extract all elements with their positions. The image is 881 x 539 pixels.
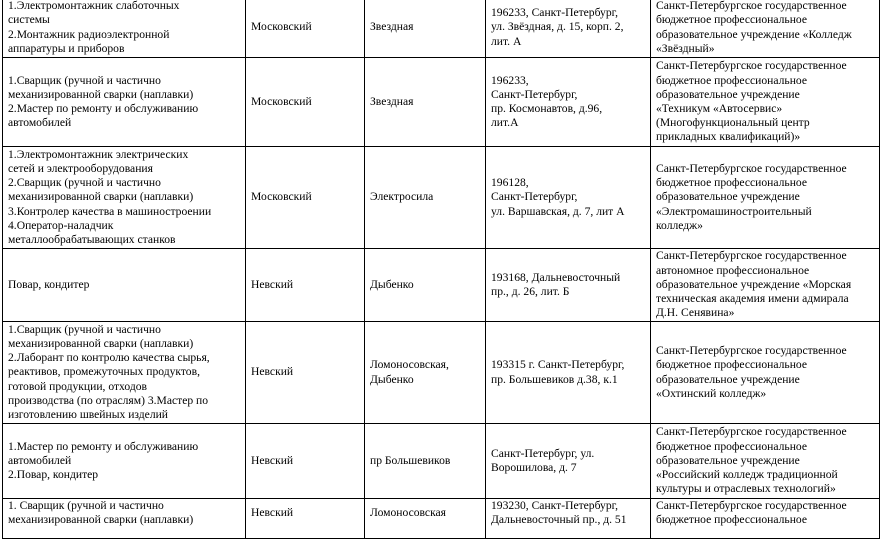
table-row <box>3 0 880 58</box>
specialty-line: сетей и электрооборудования <box>8 161 153 175</box>
district-cell: Невский <box>246 249 365 322</box>
table-row <box>3 147 880 249</box>
organization-line: Санкт-Петербургское государственное <box>656 161 847 175</box>
metro-line: Дыбенко <box>370 277 414 291</box>
specialty-line: 2.Монтажник радиоэлектронной <box>8 27 170 41</box>
specialties-cell <box>3 0 246 58</box>
address-line: 193315 г. Санкт-Петербург, <box>491 358 625 372</box>
address-line: Дальневосточный пр., д. 51 <box>491 513 627 527</box>
organization-line: образовательное учреждение <box>656 372 800 386</box>
address-cell <box>486 322 651 424</box>
organization-cell <box>651 249 880 322</box>
organization-cell <box>651 499 880 539</box>
organization-cell <box>651 322 880 424</box>
organization-line: культуры и отраслевых технологий» <box>656 482 836 496</box>
organization-line: образовательное учреждение <box>656 453 800 467</box>
organization-line: бюджетное профессиональное <box>656 358 807 372</box>
metro-cell <box>365 147 486 249</box>
district-cell: Московский <box>246 147 365 249</box>
organization-line: (Многофункциональный центр <box>656 116 810 130</box>
specialty-line: изготовлению швейных изделий <box>8 408 169 421</box>
address-line: ул. Варшавская, д. 7, лит А <box>491 204 625 218</box>
address-line: Санкт-Петербург, <box>491 87 578 101</box>
address-line: ул. Звёздная, д. 15, корп. 2, <box>491 20 624 34</box>
organization-line: «Электромашиностроительный <box>656 204 812 218</box>
specialties-cell <box>3 249 246 322</box>
organization-line: Санкт-Петербургское государственное <box>656 0 847 13</box>
specialty-line: механизированной сварки (наплавки) <box>8 87 194 101</box>
specialty-line: механизированной сварки (наплавки) <box>8 190 194 204</box>
address-line: лит. А <box>491 34 522 48</box>
specialty-line: 1.Электромонтажник электрических <box>8 147 189 161</box>
organization-line: «Охтинский колледж» <box>656 386 767 400</box>
organization-cell <box>651 58 880 147</box>
organization-line: автономное профессиональное <box>656 263 810 277</box>
specialty-line: 1.Электромонтажник слаботочных <box>8 0 180 13</box>
specialty-line: 2.Повар, кондитер <box>8 468 99 482</box>
address-cell <box>486 0 651 58</box>
address-line: 196233, Санкт-Петербург, <box>491 6 618 20</box>
organization-line: образовательное учреждение <box>656 87 800 101</box>
metro-cell <box>365 424 486 499</box>
specialty-line: 1.Сварщик (ручной и частично <box>8 73 161 87</box>
address-line: 193230, Санкт-Петербург, <box>491 499 618 512</box>
organization-line: образовательное учреждение «Морская <box>656 277 852 291</box>
district-cell: Невский <box>246 424 365 499</box>
specialty-line: 2.Мастер по ремонту и обслуживанию <box>8 102 199 115</box>
metro-line: Электросила <box>370 190 434 204</box>
address-line: Ворошилова, д. 7 <box>491 461 577 474</box>
metro-line: Звездная <box>370 20 414 34</box>
address-line: пр. Большевиков д.38, к.1 <box>491 372 618 386</box>
organization-line: Д.Н. Сенявина» <box>656 306 735 320</box>
specialties-cell <box>3 147 246 249</box>
address-line: 193168, Дальневосточный <box>491 270 621 284</box>
address-cell <box>486 58 651 147</box>
organization-line: прикладных квалификаций)» <box>656 130 801 144</box>
organization-line: «Техникум «Автосервис» <box>656 102 783 115</box>
metro-cell <box>365 0 486 58</box>
metro-cell <box>365 58 486 147</box>
address-cell <box>486 499 651 539</box>
metro-line: Ломоносовская <box>370 506 447 519</box>
specialties-cell <box>3 58 246 147</box>
metro-line: Дыбенко <box>370 372 414 386</box>
organization-line: «Звёздный» <box>656 41 715 55</box>
specialty-line: аппаратуры и приборов <box>8 41 125 55</box>
specialty-line: производства (по отраслям) 3.Мастер по <box>8 393 209 407</box>
table-row <box>3 58 880 147</box>
organization-line: Санкт-Петербургское государственное <box>656 249 847 263</box>
specialty-line: 2.Сварщик (ручной и частично <box>8 176 161 190</box>
organization-line: Санкт-Петербургское государственное <box>656 59 847 73</box>
organization-line: бюджетное профессиональное <box>656 13 807 27</box>
organization-line: бюджетное профессиональное <box>656 73 807 87</box>
specialties-cell <box>3 322 246 424</box>
address-line: Санкт-Петербург, <box>491 190 578 204</box>
specialties-cell <box>3 499 246 539</box>
colleges-table <box>2 0 880 539</box>
table-row <box>3 499 880 539</box>
specialty-line: реактивов, промежуточных продуктов, <box>8 365 200 379</box>
organization-line: бюджетное профессиональное <box>656 513 807 527</box>
specialties-cell <box>3 424 246 499</box>
specialty-line: системы <box>8 13 50 27</box>
metro-cell <box>365 499 486 539</box>
organization-line: образовательное учреждение «Колледж <box>656 27 852 41</box>
specialty-line: 1. Сварщик (ручной и частично <box>8 499 164 512</box>
organization-line: техническая академия имени адмирала <box>656 292 849 306</box>
address-line: 196128, <box>491 176 529 190</box>
address-line: 196233, <box>491 73 529 87</box>
table-row <box>3 424 880 499</box>
specialty-line: металлообрабатывающих станков <box>8 233 176 246</box>
specialty-line: механизированной сварки (наплавки) <box>8 513 194 527</box>
metro-line: Звездная <box>370 94 414 108</box>
table-row <box>3 322 880 424</box>
organization-cell <box>651 0 880 58</box>
organization-cell <box>651 424 880 499</box>
organization-line: «Российский колледж традиционной <box>656 468 838 482</box>
district-cell: Московский <box>246 0 365 58</box>
specialty-line: 1.Сварщик (ручной и частично <box>8 322 161 336</box>
district-cell: Невский <box>246 322 365 424</box>
district-cell: Невский <box>246 499 365 539</box>
specialty-line: 3.Контролер качества в машиностроении <box>8 204 212 218</box>
organization-line: Санкт-Петербургское государственное <box>656 425 847 439</box>
organization-cell <box>651 147 880 249</box>
specialty-line: автомобилей <box>8 116 72 130</box>
organization-line: колледж» <box>656 218 703 232</box>
organization-line: Санкт-Петербургское государственное <box>656 499 847 512</box>
specialty-line: 1.Мастер по ремонту и обслуживанию <box>8 439 199 453</box>
specialty-line: механизированной сварки (наплавки) <box>8 336 194 350</box>
organization-line: бюджетное профессиональное <box>656 439 807 453</box>
table-row <box>3 249 880 322</box>
organization-line: Санкт-Петербургское государственное <box>656 344 847 358</box>
organization-line: образовательное учреждение <box>656 190 800 204</box>
specialty-line: автомобилей <box>8 453 72 467</box>
metro-cell <box>365 249 486 322</box>
metro-cell <box>365 322 486 424</box>
address-cell <box>486 424 651 499</box>
organization-line: бюджетное профессиональное <box>656 176 807 190</box>
address-line: пр., д. 26, лит. Б <box>491 285 570 298</box>
specialty-line: 4.Оператор-наладчик <box>8 218 114 232</box>
specialty-line: Повар, кондитер <box>8 277 90 291</box>
address-line: пр. Космонавтов, д.96, <box>491 102 603 115</box>
metro-line: Ломоносовская, <box>370 358 449 372</box>
address-cell <box>486 147 651 249</box>
metro-line: пр Большевиков <box>370 453 451 467</box>
address-line: Санкт-Петербург, ул. <box>491 446 595 460</box>
address-cell <box>486 249 651 322</box>
address-line: лит.А <box>491 116 519 130</box>
specialty-line: 2.Лаборант по контролю качества сырья, <box>8 351 210 365</box>
specialty-line: готовой продукции, отходов <box>8 379 148 393</box>
colleges-table-body <box>3 0 880 539</box>
district-cell: Московский <box>246 58 365 147</box>
